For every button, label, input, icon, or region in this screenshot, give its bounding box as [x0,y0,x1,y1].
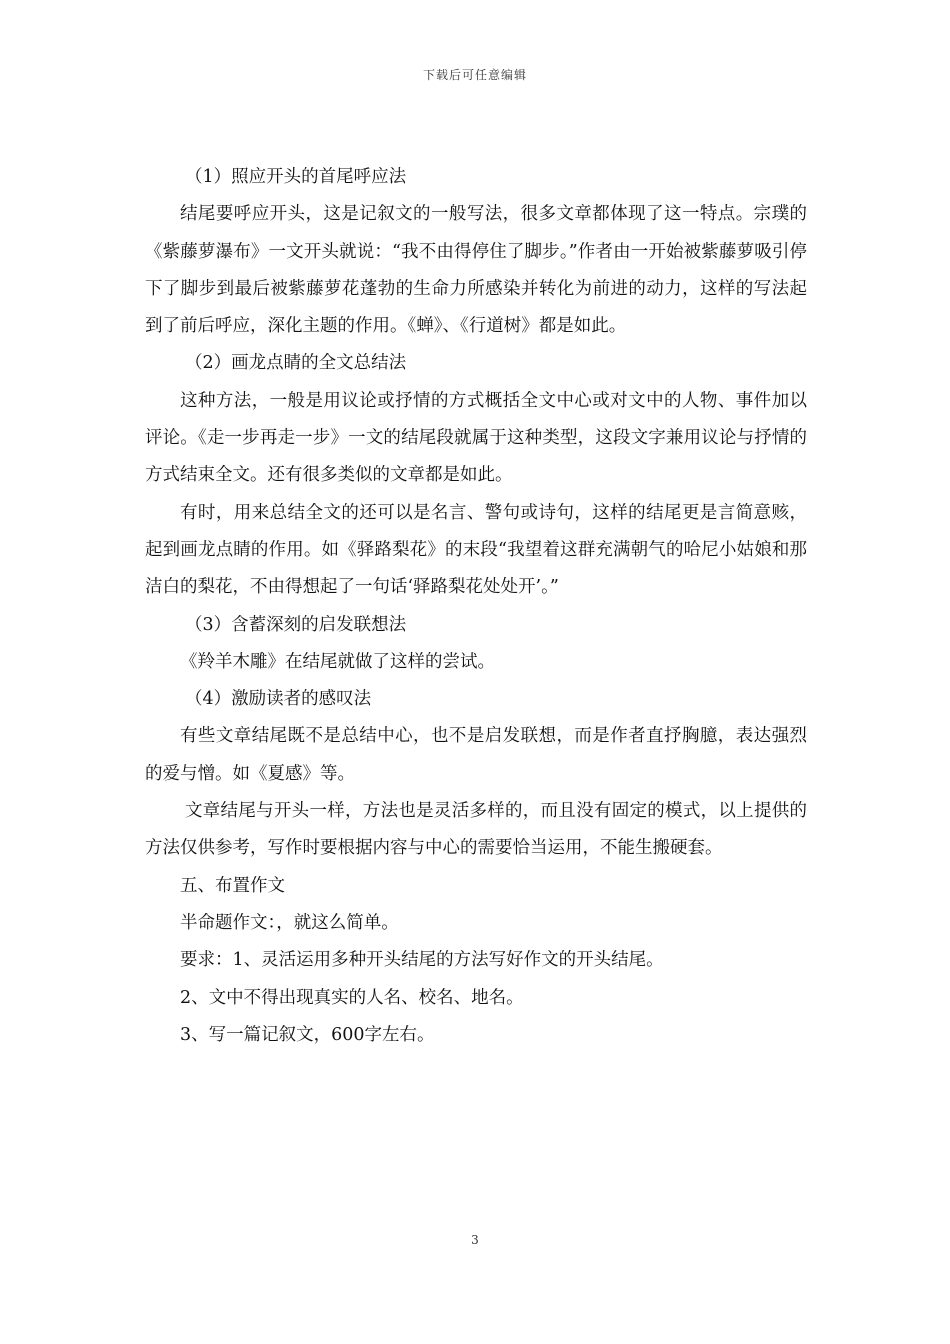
paragraph-summary-quote: 有时，用来总结全文的还可以是名言、警句或诗句，这样的结尾更是言简意赅，起到画龙点睛的作用。如《驿路梨花》的末段“我望着这群充满朝气的哈尼小姑娘和那洁白的梨花，不由得想起了一句话‘驿路梨花处处开’。” [145,502,807,598]
paragraph-summary-method: 这种方法，一般是用议论或抒情的方式概括全文中心或对文中的人物、事件加以评论。《走一步再走一步》一文的结尾段就属于这种类型，这段文字兼用议论与抒情的方式结束全文。还有很多类似的文章都是如此。 [145,390,807,486]
assignment-topic: 半命题作文：，就这么简单。 [180,912,399,933]
assignment-requirement-1: 要求：1、灵活运用多种开头结尾的方法写好作文的开头结尾。 [180,950,664,971]
document-body [145,159,807,1054]
assignment-requirement-3: 3、写一篇记叙文，600字左右。 [180,1024,435,1045]
paragraph-conclusion: 文章结尾与开头一样，方法也是灵活多样的，而且没有固定的模式，以上提供的方法仅供参考，写作时要根据内容与中心的需要恰当运用，不能生搬硬套。 [145,801,807,859]
page-header: 下载后可任意编辑 [422,68,527,82]
subheading-association-method: （3）含蓄深刻的启发联想法 [185,614,407,635]
subheading-summary-method: （2）画龙点睛的全文总结法 [185,353,407,374]
subheading-echo-method: （1）照应开头的首尾呼应法 [185,167,407,187]
paragraph-exclamation-method: 有些文章结尾既不是总结中心，也不是启发联想，而是作者直抒胸臆，表达强烈的爱与憎。如《夏感》等。 [145,726,807,784]
assignment-requirement-2: 2、文中不得出现真实的人名、校名、地名。 [180,987,524,1008]
section-heading-assignment: 五、布置作文 [180,875,285,896]
subheading-exclamation-method: （4）激励读者的感叹法 [185,689,372,710]
paragraph-echo-method: 结尾要呼应开头，这是记叙文的一般写法，很多文章都体现了这一特点。宗璞的《紫藤萝瀑布》一文开头就说：“我不由得停住了脚步。”作者由一开始被紫藤萝吸引停下了脚步到最后被紫藤萝花蓬勃的生命力所感染并转化为前进的动力，这样的写法起到了前后呼应，深化主题的作用。《蝉》、《行道树》都是如此。 [145,204,807,337]
page-number: 3 [471,1233,479,1247]
paragraph-association-method: 《羚羊木雕》在结尾就做了这样的尝试。 [180,651,495,672]
